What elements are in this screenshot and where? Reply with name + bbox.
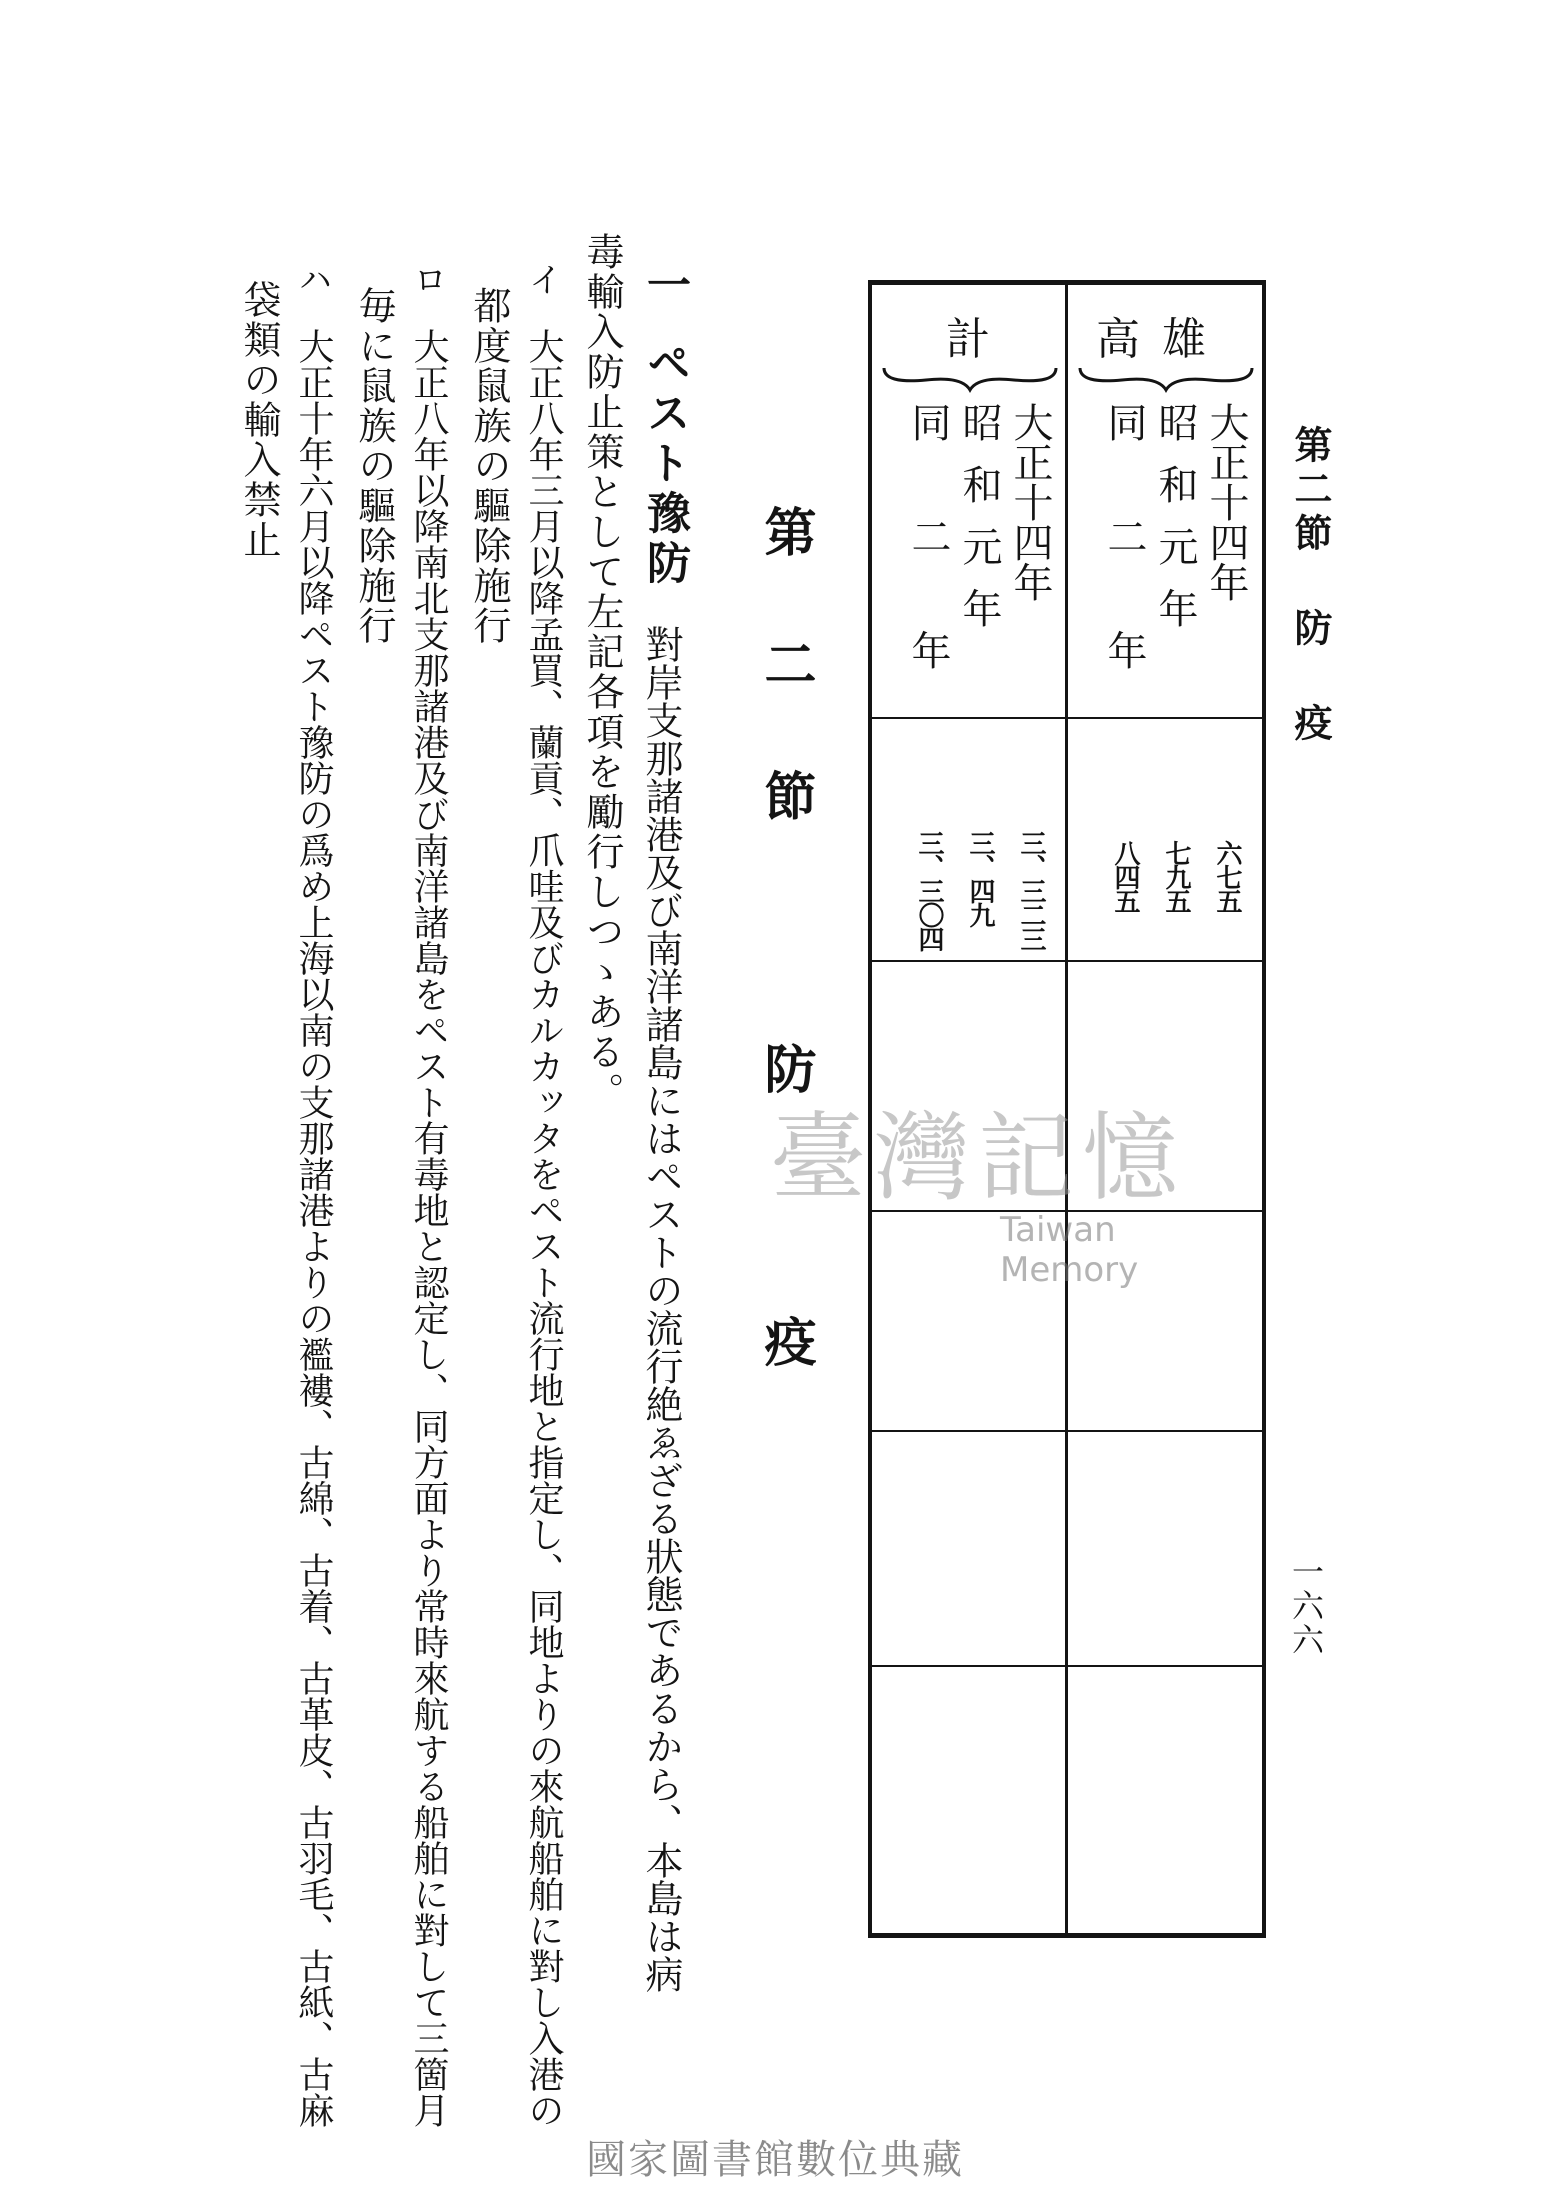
body-line: 大正八年以降南北支那諸港及び南洋諸島をペスト有毒地と認定し、同方面より常時來航する船舶に對して三箇月 <box>408 328 449 2128</box>
logo-english: Taiwan Memory <box>1000 1210 1139 1290</box>
year-label: 同 二 年 <box>905 402 951 684</box>
table-cell: 三、三〇四 <box>914 830 944 950</box>
section-title: 第二節 防 疫 <box>755 505 816 1447</box>
running-head-section: 第二節 防 疫 <box>1288 425 1333 747</box>
item-heading: ペスト豫防 <box>639 340 690 590</box>
year-label: 昭和元年 <box>956 402 1002 650</box>
year-label: 大正十四年 <box>1007 402 1053 602</box>
logo-chars: 臺灣記憶 <box>770 1102 1186 1214</box>
body-line: 袋類の輸入禁止 <box>237 280 281 560</box>
body-line: 大正八年三月以降孟買、蘭貢、爪哇及びカルカッタをペスト流行地と指定し、同地よりの來航船舶に對し入港の <box>523 328 564 2128</box>
sub-item-label: イ <box>522 262 562 296</box>
body-line: 毒輸入防止策として左記各項を勵行しつゝある。 <box>580 232 624 1112</box>
table-cell: 八四五 <box>1110 840 1140 912</box>
year-label: 昭和元年 <box>1152 402 1198 650</box>
region-label: 高雄 <box>1096 314 1228 365</box>
sub-item-label: ハ <box>292 262 332 296</box>
year-label: 大正十四年 <box>1203 402 1249 602</box>
body-line: 都度鼠族の驅除施行 <box>467 286 511 646</box>
brace-icon <box>880 360 1060 394</box>
table-cell: 三、三二三 <box>1016 830 1046 950</box>
table-cell: 六七五 <box>1212 840 1242 912</box>
page-number: 一六六 <box>1287 1555 1325 1657</box>
body-line: 大正十年六月以降ペスト豫防の爲め上海以南の支那諸港よりの襤褸、古綿、古着、古革皮、古羽毛、古紙、古麻 <box>293 328 334 2128</box>
footer-watermark: 國家圖書館數位典藏 <box>586 2137 964 2183</box>
table-cell: 三、四九 <box>965 830 995 926</box>
brace-icon <box>1076 360 1256 394</box>
region-label: 計 <box>946 314 1012 365</box>
item-number: 一 <box>639 262 690 306</box>
table-cell: 七九五 <box>1161 840 1191 912</box>
taiwan-memory-logo <box>770 1102 1250 1290</box>
sub-item-label: ロ <box>407 262 447 296</box>
body-line: 對岸支那諸港及び南洋諸島にはペストの流行絶ゑざる狀態であるから、本島は病 <box>639 625 683 1993</box>
body-line: 毎に鼠族の驅除施行 <box>352 286 396 646</box>
year-label: 同 二 年 <box>1101 402 1147 684</box>
